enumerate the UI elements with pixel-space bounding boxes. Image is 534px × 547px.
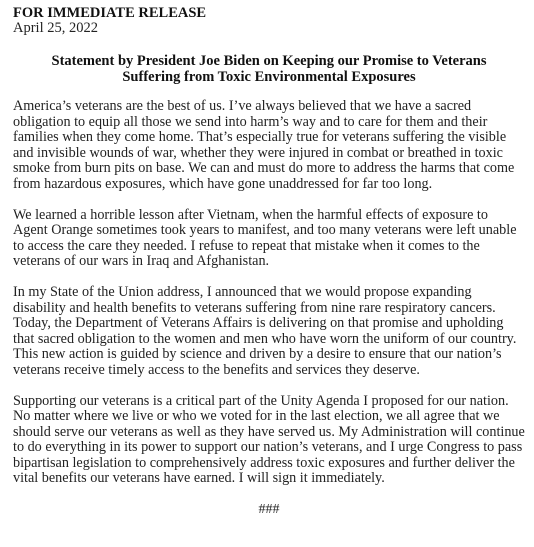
press-release-document: [13, 6, 525, 518]
end-mark: ###: [258, 502, 280, 517]
statement-title: [13, 53, 525, 85]
body-paragraph-1: America’s veterans are the best of us. I’ve always believed that we have a sacred obligation to equip all those we send into harm’s way and to care for them and their families when they come home. That’s especially true for veterans suffering the visible and invisible wounds of war, whether they were injured in combat or breathed in toxic smoke from burn pits on base. We can and must do more to address the harms that come from hazardous exposures, which have gone unaddressed for far too long.: [13, 98, 515, 192]
statement-title-line-2: Suffering from Toxic Environmental Exposures: [122, 69, 416, 85]
body-paragraph-3: In my State of the Union address, I announced that we would propose expanding disability and health benefits to veterans suffering from nine rare respiratory cancers. Today, the Department of Veterans Affairs is delivering on that promise and upholding that sacred obligation to the women and men who have worn the uniform of our country. This new action is guided by science and driven by a desire to ensure that our nation’s veterans receive timely access to the benefits and services they deserve.: [13, 284, 517, 378]
release-date: April 25, 2022: [13, 20, 98, 36]
body-paragraph-4: Supporting our veterans is a critical part of the Unity Agenda I proposed for our nation. No matter where we live or who we voted for in the last election, we all agree that we should serve our veterans as well as they have served us. My Administration will continue to do everything in its power to support our nation’s veterans, and I urge Congress to pass bipartisan legislation to comprehensively address toxic exposures and further deliver the vital benefits our veterans have earned. I will sign it immediately.: [13, 392, 525, 486]
body-paragraph-2: We learned a horrible lesson after Vietnam, when the harmful effects of exposure to Agent Orange sometimes took years to manifest, and too many veterans were left unable to access the care they needed. I refuse to repeat that mistake when it comes to the veterans of our wars in Iraq and Afghanistan.: [13, 206, 517, 269]
release-label: FOR IMMEDIATE RELEASE: [13, 5, 207, 21]
statement-title-line-1: Statement by President Joe Biden on Keeping our Promise to Veterans: [51, 53, 487, 69]
